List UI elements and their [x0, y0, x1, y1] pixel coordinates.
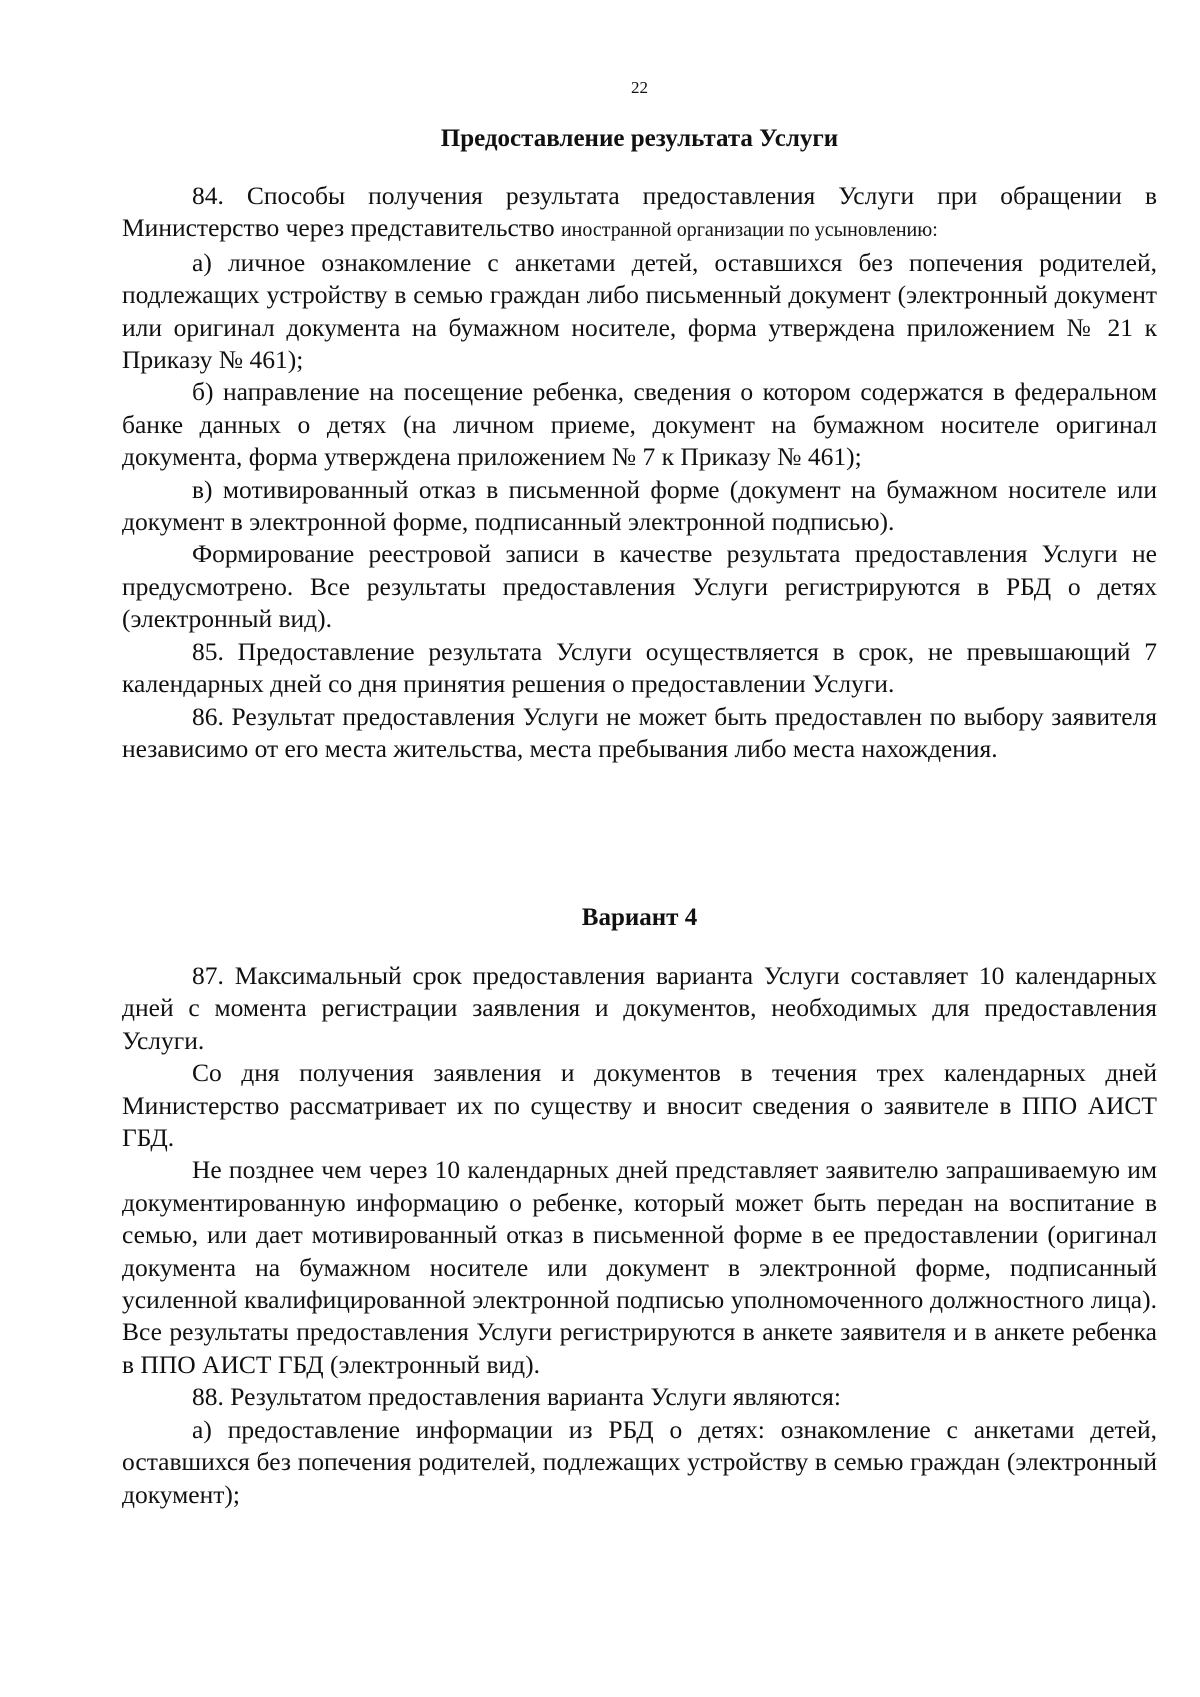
paragraph-84-small: иностранной организации по усыновлению: [560, 219, 938, 242]
page-number: 22 [631, 78, 648, 97]
paragraph-85: 85. Предоставление результата Услуги осуществляется в срок, не превышающий 7 календарных дней со дня принятия решения о предоставлении Услуги. [122, 636, 1157, 699]
paragraph-84-main: 84. Способы получения результата предоставления Услуги при обращении в Министерство через представительство [122, 181, 1157, 243]
section-title-variant-4: Вариант 4 [581, 904, 698, 931]
paragraph-88: 88. Результатом предоставления варианта Услуги являются: [192, 1382, 841, 1412]
paragraph-84-c: в) мотивированный отказ в письменной форме (документ на бумажном носителе или документ в электронной форме, подписанный электронной подписью). [122, 474, 1157, 537]
paragraph-88-a: а) предоставление информации из РБД о детях: ознакомление с анкетами детей, оставшихся без попечения родителей, подлежащих устройству в семью граждан (электронный документ); [122, 1414, 1157, 1509]
paragraph-84 [122, 180, 1157, 247]
paragraph-87-c: Не позднее чем через 10 календарных дней представляет заявителю запрашиваемую им документированную информацию о ребенке, который может быть передан на воспитание в семью, или дает мотивированный отказ в письменной форме в ее предоставлении (оригинал документа на бумажном носителе или документ в электронной форме, подписанный усиленной квалифицированной электронной подписью уполномоченного должностного лица). Все результаты предоставления Услуги регистрируются в анкете заявителя и в анкете ребенка в ППО АИСТ ГБД (электронный вид). [122, 1155, 1157, 1379]
paragraph-86: 86. Результат предоставления Услуги не может быть предоставлен по выбору заявителя независимо от его места жительства, места пребывания либо места нахождения. [122, 701, 1157, 763]
paragraph-87-b: Со дня получения заявления и документов в течения трех календарных дней Министерство рассматривает их по существу и вносит сведения о заявителе в ППО АИСТ ГБД. [122, 1058, 1157, 1153]
paragraph-84-b: б) направление на посещение ребенка, сведения о котором содержатся в федеральном банке данных о детях (на личном приеме, документ на бумажном носителе оригинал документа, форма утверждена приложением № 7 к Приказу № 461); [122, 377, 1157, 472]
paragraph-84-a: а) личное ознакомление с анкетами детей, оставшихся без попечения родителей, подлежащих устройству в семью граждан либо письменный документ (электронный документ или оригинал документа на бумажном носителе, форма утверждена приложением № 21 к Приказу № 461); [122, 247, 1157, 375]
section-variant-4-body [122, 960, 1157, 1511]
paragraph-87: 87. Максимальный срок предоставления варианта Услуги составляет 10 календарных дней с момента регистрации заявления и документов, необходимых для предоставления Услуги. [122, 961, 1157, 1055]
paragraph-84-note: Формирование реестровой записи в качестве результата предоставления Услуги не предусмотрено. Все результаты предоставления Услуги регистрируются в РБД о детях (электронный вид). [122, 539, 1157, 634]
section-result-body [122, 180, 1157, 765]
section-title-result: Предоставление результата Услуги [440, 125, 839, 152]
